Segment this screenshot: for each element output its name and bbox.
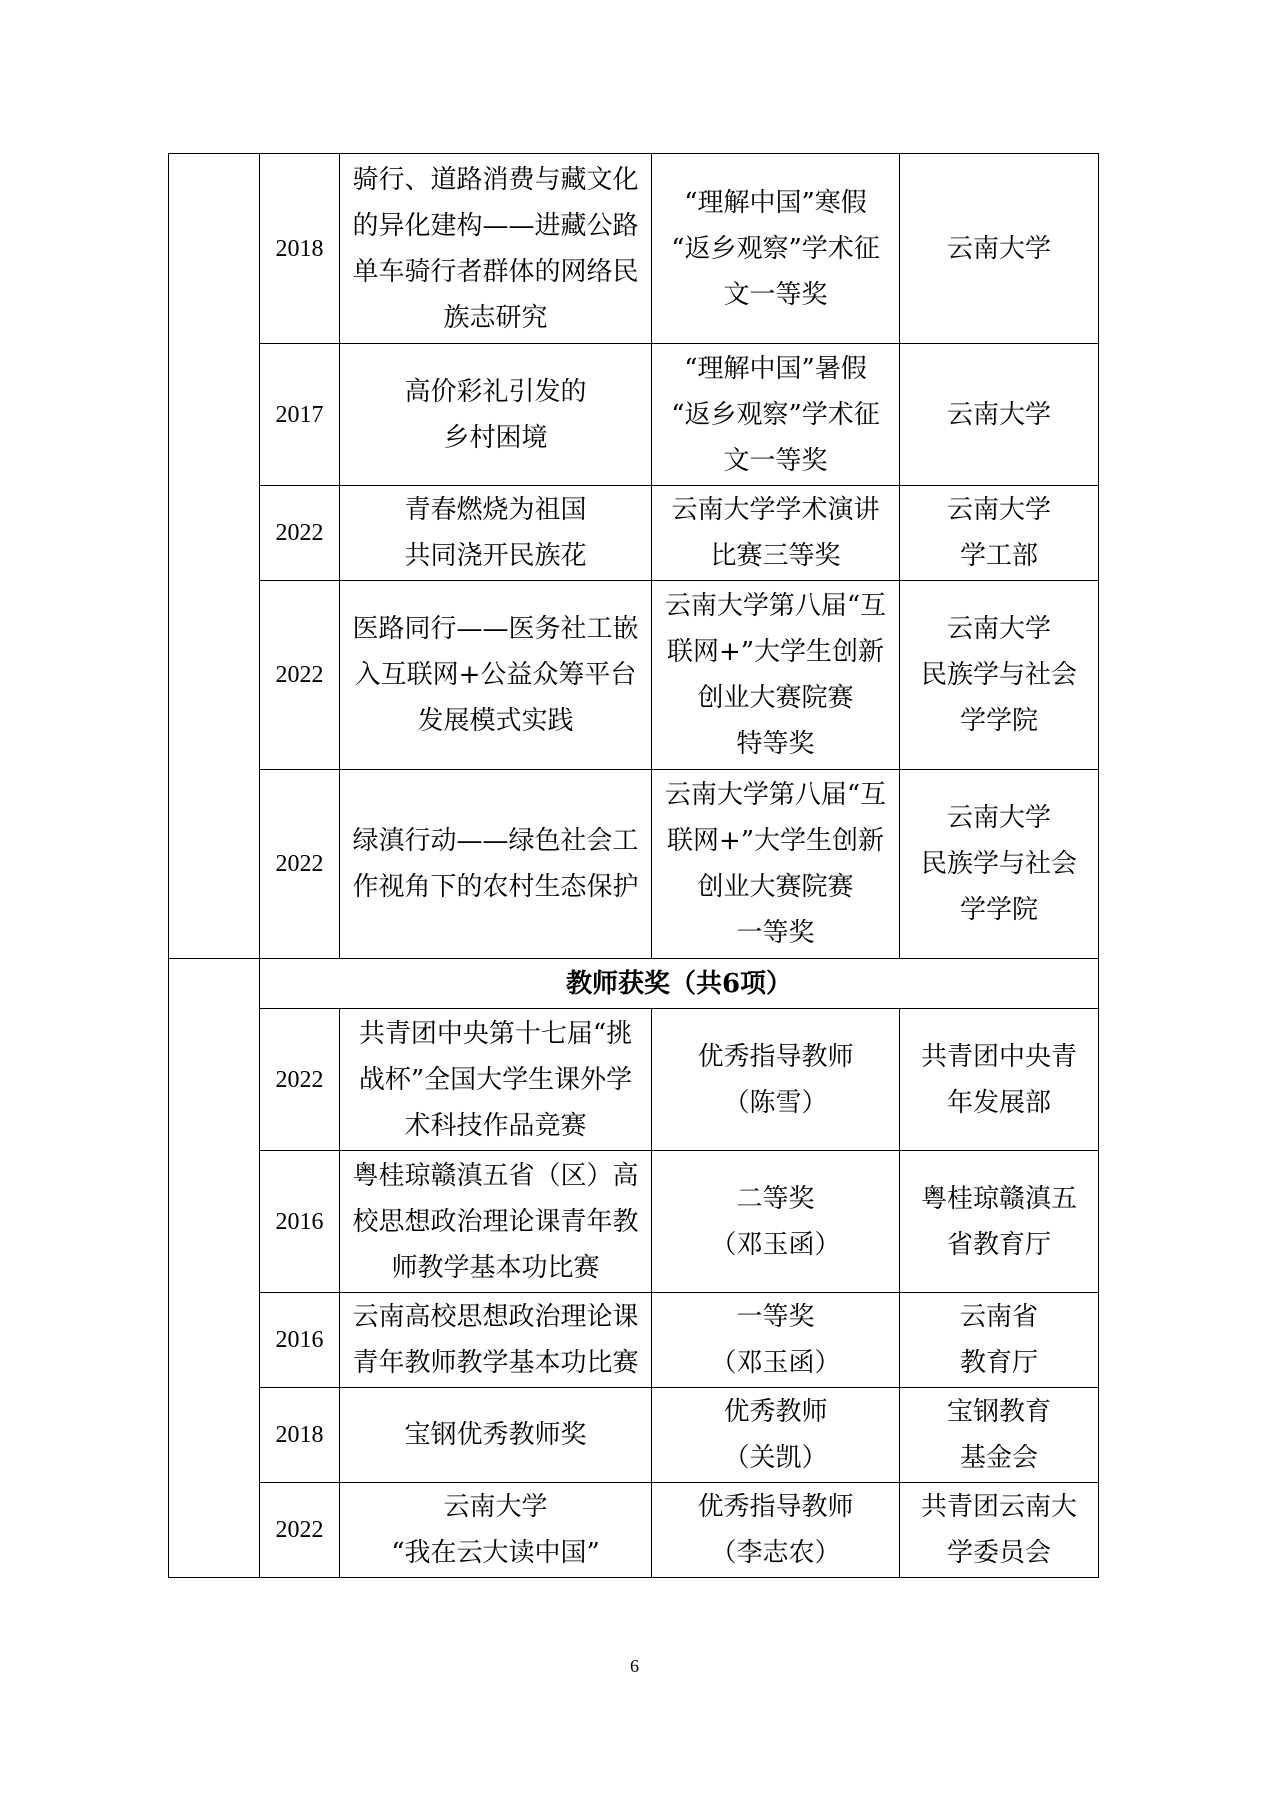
title-line: 青春燃烧为祖国 (404, 495, 587, 525)
award-line: 云南大学第八届“互 (664, 780, 887, 810)
org-cell (900, 486, 1099, 581)
org-cell (900, 1483, 1099, 1578)
table-row (169, 1151, 1099, 1293)
award-line: “返乡观察”学术征 (671, 399, 880, 430)
title-line: 作视角下的农村生态保护 (352, 872, 639, 902)
year-cell: 2022 (260, 581, 340, 770)
org-line: 共青团中央青 (920, 1041, 1077, 1072)
title-cell (340, 344, 652, 486)
year-cell: 2018 (260, 154, 340, 344)
award-line: （邓玉函） (710, 1229, 841, 1260)
title-line: “我在云大读中国” (391, 1538, 600, 1568)
title-cell (340, 1009, 652, 1151)
org-cell (900, 770, 1099, 959)
awards-table (168, 153, 1099, 1578)
table-row (169, 344, 1099, 486)
org-cell (900, 344, 1099, 486)
award-line: 特等奖 (736, 729, 815, 759)
org-line: 宝钢教育 (946, 1397, 1051, 1427)
title-line: 骑行、道路消费与藏文化 (352, 164, 639, 195)
year-cell: 2016 (260, 1293, 340, 1388)
award-cell (652, 344, 900, 486)
award-line: （李志农） (710, 1538, 841, 1568)
title-cell (340, 1293, 652, 1388)
award-cell (652, 1388, 900, 1483)
title-line: 族志研究 (443, 302, 548, 333)
year-cell: 2016 (260, 1151, 340, 1293)
title-cell (340, 154, 652, 344)
award-line: 比赛三等奖 (710, 541, 841, 571)
title-line: 青年教师教学基本功比赛 (352, 1348, 639, 1378)
award-line: “理解中国”寒假 (684, 187, 867, 218)
title-line: 云南高校思想政治理论课 (352, 1302, 639, 1332)
year-cell: 2022 (260, 1009, 340, 1151)
table-row (169, 1388, 1099, 1483)
title-line: 共青团中央第十七届“挑 (358, 1018, 633, 1049)
title-cell (340, 1388, 652, 1483)
title-line: 云南大学 (443, 1492, 548, 1522)
category-cell-students (169, 154, 260, 959)
table-row (169, 154, 1099, 344)
title-line: 发展模式实践 (417, 706, 574, 736)
org-line: 年发展部 (946, 1087, 1051, 1118)
page-number: 6 (630, 1656, 639, 1676)
award-line: 二等奖 (736, 1183, 815, 1214)
title-cell (340, 581, 652, 770)
title-line: 乡村困境 (443, 422, 548, 453)
org-line: 粤桂琼赣滇五 (920, 1183, 1077, 1214)
org-line: 民族学与社会 (920, 660, 1077, 690)
org-cell (900, 1388, 1099, 1483)
title-line: 单车骑行者群体的网络民 (352, 256, 639, 287)
org-cell (900, 1009, 1099, 1151)
title-line: 术科技作品竞赛 (404, 1110, 587, 1141)
org-line: 云南大学 (946, 233, 1051, 264)
award-line: 文一等奖 (723, 445, 828, 476)
year-cell: 2022 (260, 1483, 340, 1578)
award-cell (652, 1151, 900, 1293)
org-line: 基金会 (959, 1443, 1038, 1473)
org-line: 云南省 (959, 1302, 1038, 1332)
award-cell (652, 770, 900, 959)
table-row (169, 770, 1099, 959)
section-title: 教师获奖（共6项） (260, 959, 1099, 1009)
award-line: （关凯） (723, 1443, 828, 1473)
org-line: 云南大学 (946, 614, 1051, 644)
org-cell (900, 1151, 1099, 1293)
award-line: 联网+”大学生创新 (666, 637, 885, 667)
award-line: 创业大赛院赛 (697, 683, 854, 713)
award-cell (652, 1009, 900, 1151)
award-line: “返乡观察”学术征 (671, 233, 880, 264)
award-line: 优秀指导教师 (697, 1041, 854, 1072)
org-line: 云南大学 (946, 399, 1051, 430)
award-line: 创业大赛院赛 (697, 872, 854, 902)
title-cell (340, 1483, 652, 1578)
org-line: 云南大学 (946, 803, 1051, 833)
title-line: 战杯”全国大学生课外学 (358, 1064, 633, 1095)
org-line: 教育厅 (959, 1348, 1038, 1378)
title-line: 入互联网+公益众筹平台 (354, 660, 637, 690)
org-line: 省教育厅 (946, 1229, 1051, 1260)
title-cell (340, 770, 652, 959)
award-line: “理解中国”暑假 (684, 353, 867, 384)
title-line: 粤桂琼赣滇五省（区）高 (352, 1160, 639, 1191)
award-line: （邓玉函） (710, 1348, 841, 1378)
award-line: 云南大学学术演讲 (671, 495, 880, 525)
org-line: 共青团云南大 (920, 1492, 1077, 1522)
title-line: 的异化建构——进藏公路 (352, 210, 639, 241)
org-line: 民族学与社会 (920, 849, 1077, 879)
title-line: 师教学基本功比赛 (391, 1252, 600, 1283)
title-line: 共同浇开民族花 (404, 541, 587, 571)
award-line: 云南大学第八届“互 (664, 591, 887, 621)
award-line: 优秀指导教师 (697, 1492, 854, 1522)
year-cell: 2022 (260, 486, 340, 581)
title-line: 高价彩礼引发的 (404, 376, 587, 407)
org-line: 学学院 (959, 706, 1038, 736)
award-line: 优秀教师 (723, 1397, 828, 1427)
award-line: （陈雪） (723, 1087, 828, 1118)
section-header-row (169, 959, 1099, 1009)
award-cell (652, 154, 900, 344)
org-line: 学工部 (959, 541, 1038, 571)
title-line: 绿滇行动——绿色社会工 (352, 826, 639, 856)
org-cell (900, 154, 1099, 344)
year-cell: 2022 (260, 770, 340, 959)
table-row (169, 1009, 1099, 1151)
category-cell-teachers (169, 959, 260, 1578)
award-line: 文一等奖 (723, 279, 828, 310)
title-line: 宝钢优秀教师奖 (404, 1420, 587, 1450)
table-row (169, 486, 1099, 581)
org-line: 云南大学 (946, 495, 1051, 525)
org-line: 学委员会 (946, 1538, 1051, 1568)
table-row (169, 581, 1099, 770)
title-cell (340, 1151, 652, 1293)
table-row (169, 1483, 1099, 1578)
title-line: 校思想政治理论课青年教 (352, 1206, 639, 1237)
award-cell (652, 1293, 900, 1388)
award-cell (652, 581, 900, 770)
year-cell: 2018 (260, 1388, 340, 1483)
award-line: 一等奖 (736, 918, 815, 948)
title-line: 医路同行——医务社工嵌 (352, 614, 639, 644)
award-cell (652, 1483, 900, 1578)
award-line: 一等奖 (736, 1302, 815, 1332)
award-line: 联网+”大学生创新 (666, 826, 885, 856)
org-cell (900, 1293, 1099, 1388)
award-cell (652, 486, 900, 581)
year-cell: 2017 (260, 344, 340, 486)
title-cell (340, 486, 652, 581)
org-cell (900, 581, 1099, 770)
org-line: 学学院 (959, 895, 1038, 925)
table-row (169, 1293, 1099, 1388)
